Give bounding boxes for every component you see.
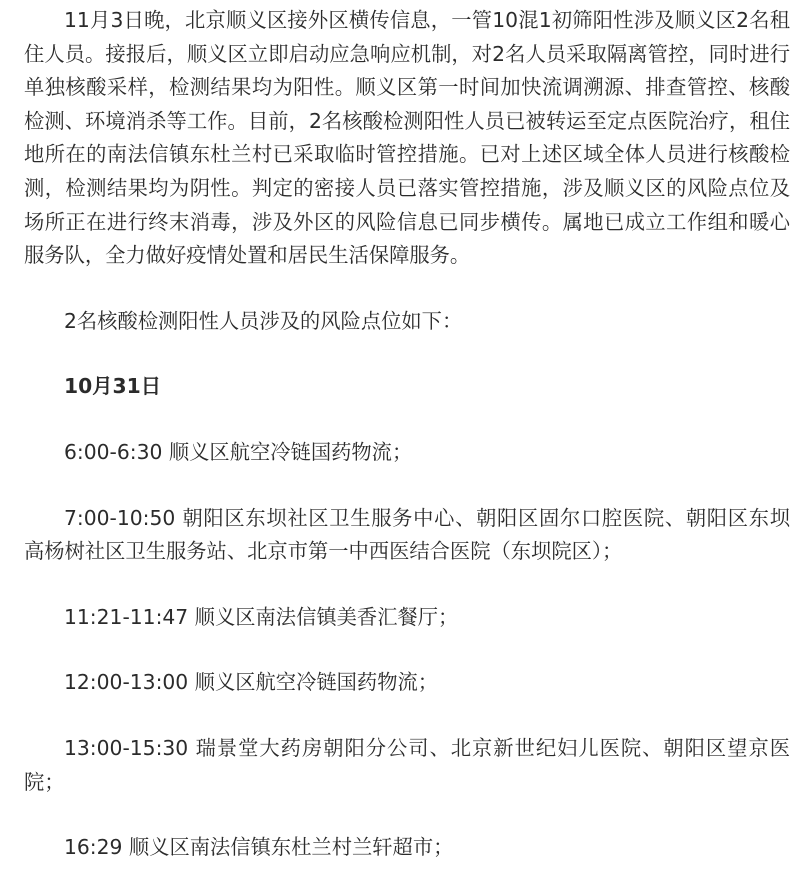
intro-paragraph: 11月3日晚，北京顺义区接外区横传信息，一管10混1初筛阳性涉及顺义区2名租住人员。接报后，顺义区立即启动应急响应机制，对2名人员采取隔离管控，同时进行单独核酸采样，检测结果均为阳性。顺义区第一时间加快流调溯源、排查管控、核酸检测、环境消杀等工作。目前，2名核酸检测阳性人员已被转运至定点医院治疗，租住地所在的南法信镇东杜兰村已采取临时管控措施。已对上述区域全体人员进行核酸检测，检测结果均为阴性。判定的密接人员已落实管控措施，涉及顺义区的风险点位及场所正在进行终末消毒，涉及外区的风险信息已同步横传。属地已成立工作组和暖心服务队，全力做好疫情处置和居民生活保障服务。 [24, 8, 790, 268]
risk-entry-4: 12:00-13:00 顺义区航空冷链国药物流； [64, 670, 439, 695]
risk-heading: 2名核酸检测阳性人员涉及的风险点位如下： [64, 308, 463, 333]
risk-entry-6: 16:29 顺义区南法信镇东杜兰村兰轩超市； [64, 835, 454, 860]
article-body [24, 4, 790, 865]
risk-entry-1: 6:00-6:30 顺义区航空冷链国药物流； [64, 439, 413, 464]
risk-entry-3: 11:21-11:47 顺义区南法信镇美香汇餐厅； [64, 604, 459, 629]
risk-entry-2: 7:00-10:50 朝阳区东坝社区卫生服务中心、朝阳区固尔口腔医院、朝阳区东坝高杨树社区卫生服务站、北京市第一中西医结合医院（东坝院区）； [24, 505, 790, 564]
date-heading: 10月31日 [64, 374, 162, 399]
risk-entry-5: 13:00-15:30 瑞景堂大药房朝阳分公司、北京新世纪妇儿医院、朝阳区望京医院； [24, 735, 790, 794]
